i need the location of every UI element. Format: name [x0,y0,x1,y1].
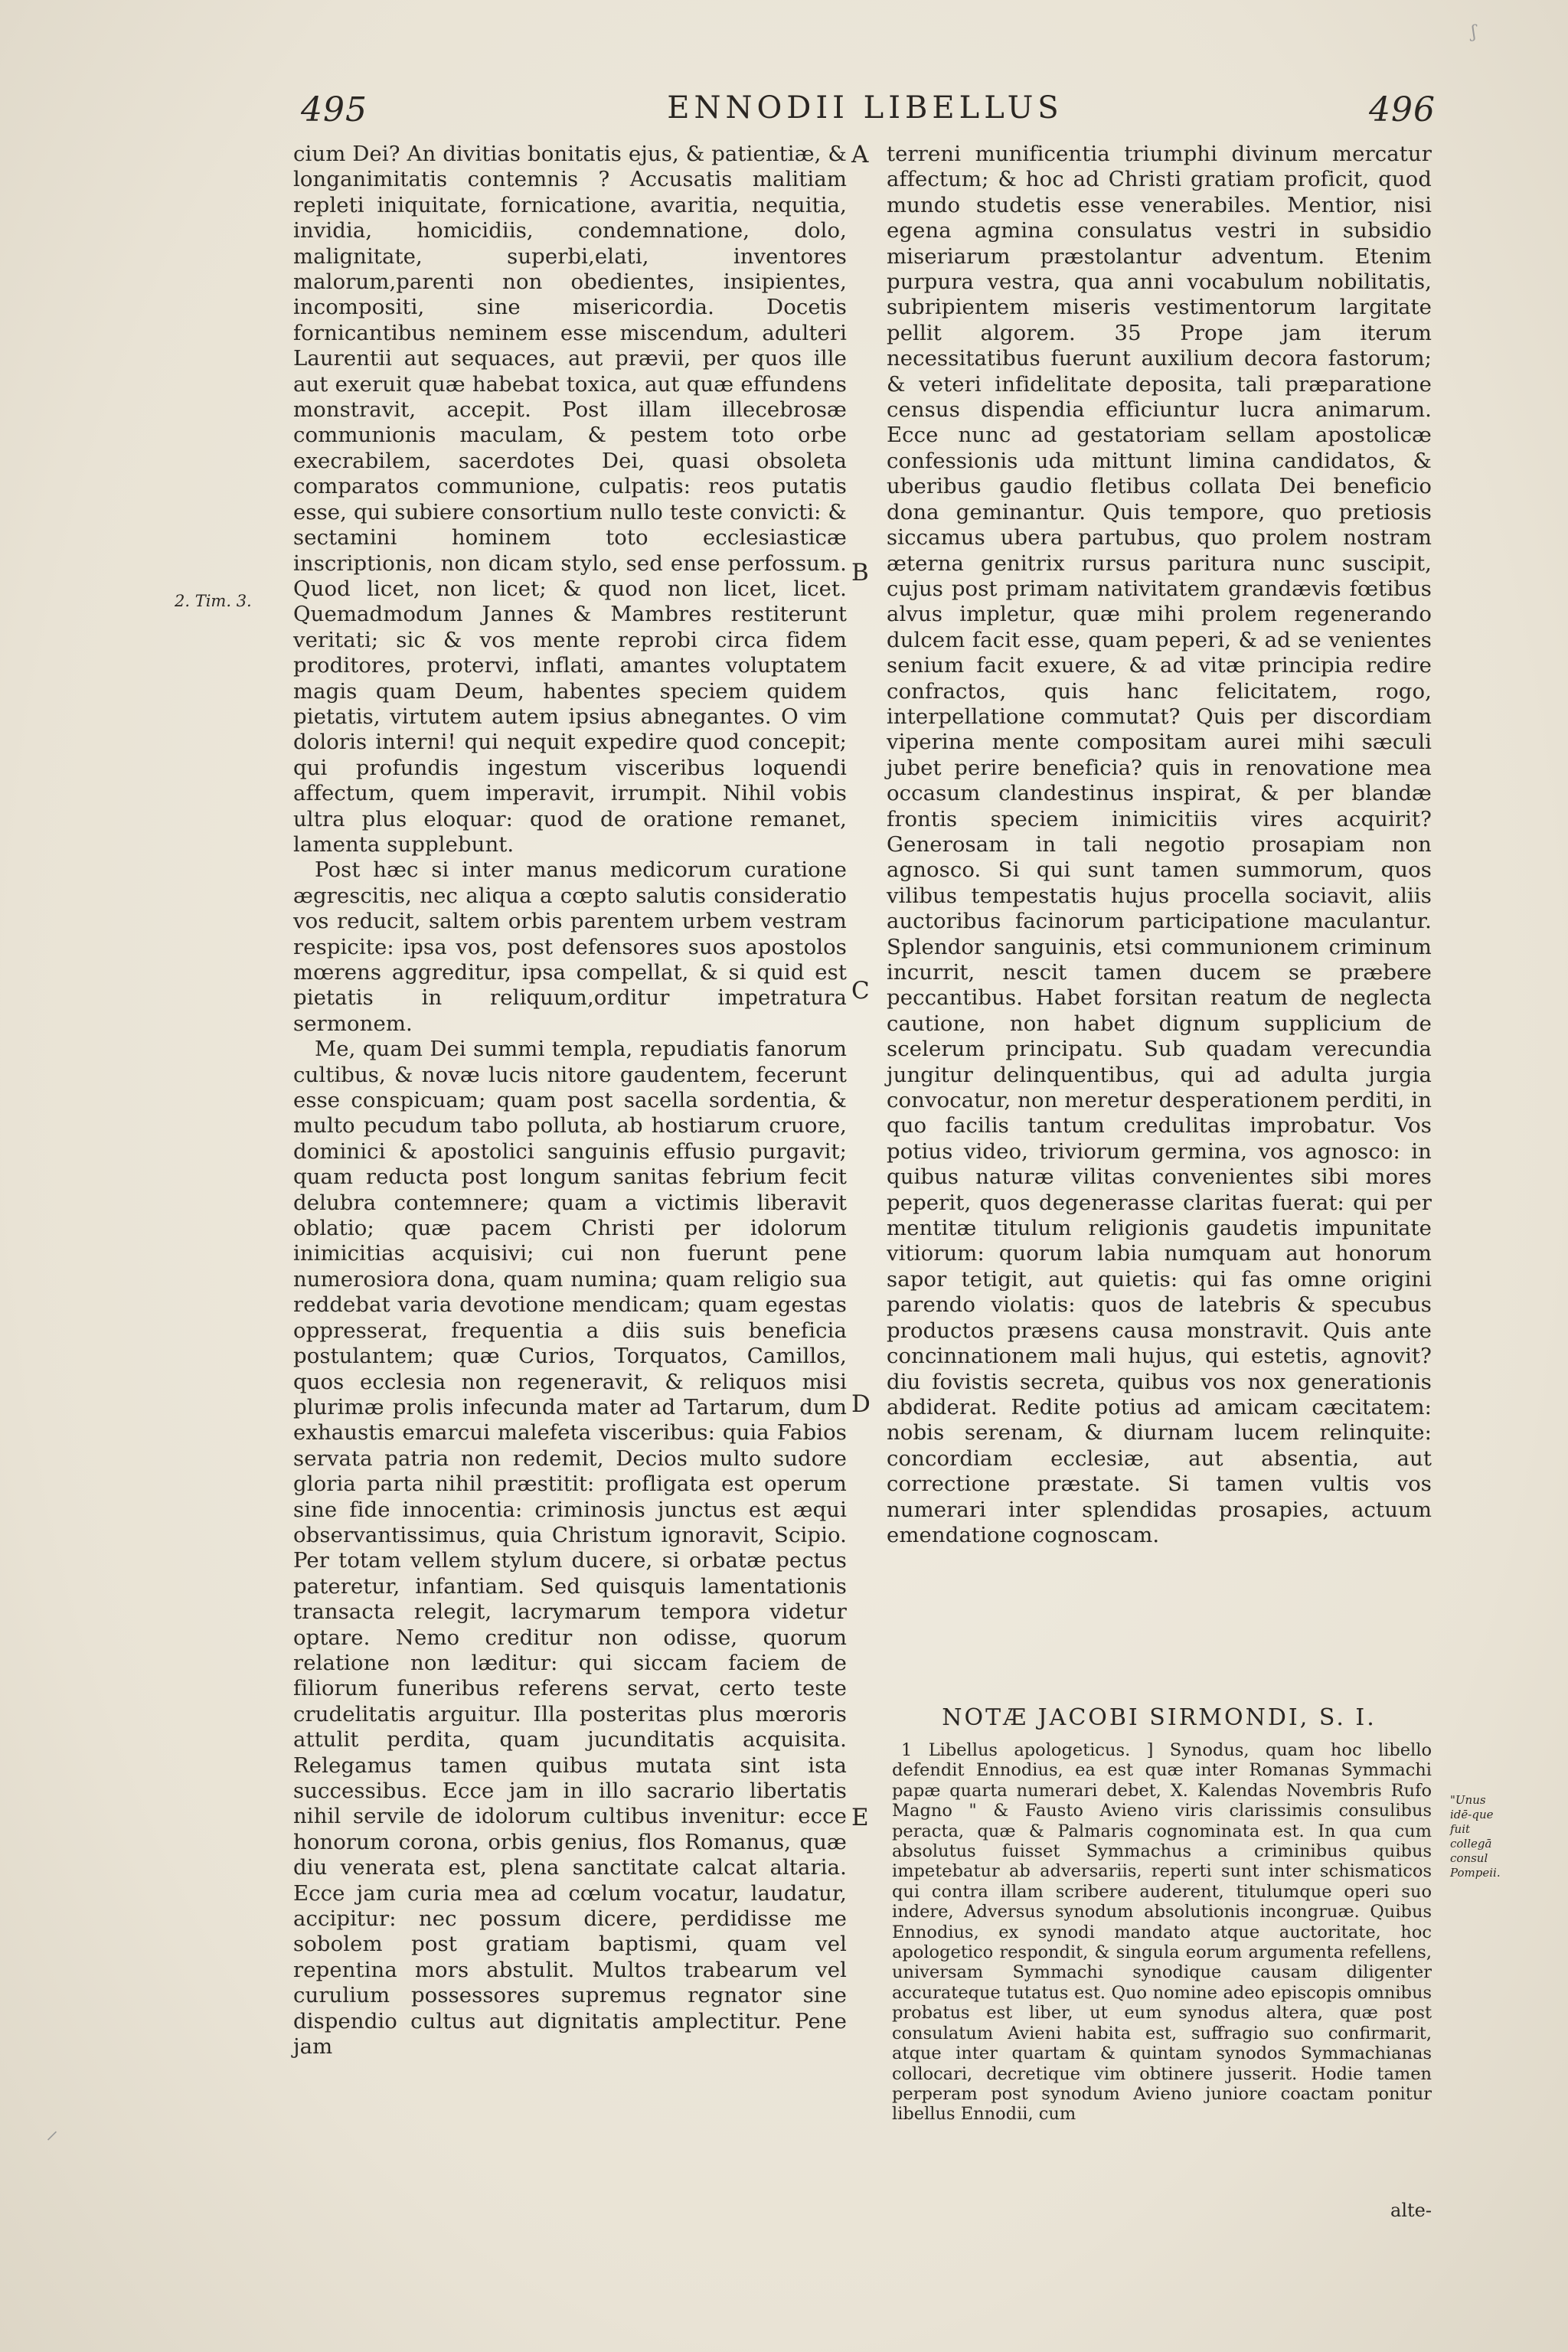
running-title: ENNODII LIBELLUS [667,90,1063,126]
margin-letter-b: B [851,559,869,586]
catchword: alte- [1390,2200,1432,2221]
margin-letter-c: C [851,977,870,1004]
page-number-left: 495 [301,90,368,129]
side-note: "Unus idē-que fuit collegā consul Pompeii. [1450,1793,1501,1880]
paragraph: Me, quam Dei summi templa, repudiatis fanorum cultibus, & novæ lucis nitore gaudentem, fecerunt esse conspicuam; quam post sacella sordentia, & multo pecudum tabo polluta, ab hostiarum cruore, dominici & apostolici sanguinis effusio purgavit; quam reducta post longum sanitas febrium fecit delubra contemnere; quam a victimis liberavit oblatio; quæ pacem Christi per idolorum inimicitias acquisivi; cui non fuerunt pene numerosiora dona, quam numina; quam religio sua reddebat varia devotione mendicam; quam egestas oppresserat, frequentia a diis suis beneficia postulantem; quæ Curios, Torquatos, Camillos, quos ecclesia non regeneravit, & reliquos misi plurimæ prolis infecunda mater ad Tartarum, dum exhaustis emarcui malefeta visceribus: quia Fabios servata patria non redemit, Decios multo sudore gloria parta nihil præstitit: profligata est operum sine fide innocentia: criminosis junctus est æqui observantissimus, quia Christum ignoravit, Scipio. Per totam vellem stylum ducere, si orbatæ pectus pateretur, infantiam. Sed quisquis lamentationis transacta relegit, lacrymarum tempora videtur optare. Nemo creditur non odisse, quorum relatione non læditur: qui siccam faciem de filiorum funeribus referens servat, certo teste crudelitatis arguitur. Illa posteritas plus mœroris attulit perdita, quam jucunditatis acquisita. Relegamus tamen quibus mutata sint ista successibus. Ecce jam in illo sacrario libertatis nihil servile de idolorum cultibus invenitur: ecce honorum corona, orbis genius, flos Romanus, quæ diu venerata est, plena sanctitate calcat altaria. Ecce jam curia mea ad cœlum vocatur, laudatur, accipitur: nec possum dicere, perdidisse me sobolem post gratiam baptismi, quam vel repentina mors abstulit. Multos trabearum vel curulium possessores supremus regnator sine dispendio cultus aut dignitatis amplectitur. Pene jam [293,1037,847,2060]
notes-text [892,1740,1432,2125]
right-text-column [887,142,1432,1548]
paragraph: terreni munificentia triumphi divinum mercatur affectum; & hoc ad Christi gratiam proficit, quod mundo studetis esse venerabiles. Mentior, nisi egena agmina consulatus vestri in subsidio miseriarum præstolantur adventum. Etenim purpura vestra, qua anni vocabulum nobilitatis, subripientem miseris vestimentorum largitate pellit algorem. 35 Prope jam iterum necessitatibus fuerunt auxilium decora fastorum; & veteri infidelitate deposita, tali præparatione census dispendia efficiuntur lucra animarum. Ecce nunc ad gestatoriam sellam apostolicæ confessionis uda mittunt limina candidatos, & uberibus gaudio fletibus collata Dei beneficio dona geminantur. Quis tempore, quo pretiosis siccamus ubera partubus, quo prolem nostram æterna genitrix rursus paritura nunc suscipit, cujus post primam nativitatem grandævis fœtibus alvus impletur, quæ mihi prolem regenerando dulcem facit esse, quam peperi, & ad se venientes senium facit exuere, & ad vitæ principia redire confractos, quis hanc felicitatem, rogo, interpellatione commutat? Quis per discordiam viperina mente compositam aurei mihi sæculi jubet perire beneficia? quis in renovatione mea occasum clandestinus inspirat, & per blandæ frontis speciem inimicitiis vires acquirit? Generosam in tali negotio prosapiam non agnosco. Si qui sunt tamen summorum, quos vilibus tempestatis hujus procella sociavit, aliis auctoribus facinorum participatione maculantur. Splendor sanguinis, etsi communionem criminum incurrit, nescit tamen ducem se præbere peccantibus. Habet forsitan reatum de neglecta cautione, non habet dignum supplicium de scelerum principatu. Sub quadam verecundia jungitur delinquentibus, qui ad adulta jurgia convocatur, non meretur desperationem perditi, in quo facilis tantum credulitas improbatur. Vos potius video, triviorum germina, vos agnosco: in quibus naturæ vilitas convenientes sibi mores peperit, quos degenerasse claritas fuerat: qui per mentitæ titulum religionis gaudetis impunitate vitiorum: quorum labia numquam aut honorum sapor tetigit, aut quietis: qui fas omne origini parendo violatis: quos de latebris & specubus productos præsens causa monstravit. Quis ante concinnationem mali hujus, qui estetis, agnovit? diu fovistis secreta, quibus vos nox generationis abdiderat. Redite potius ad amicam cæcitatem: nobis serenam, & diurnam lucem relinquite: concordiam ecclesiæ, aut absentia, aut correctione præstate. Si tamen vultis vos numerari inter splendidas prosapies, actuum emendatione cognoscam. [887,142,1432,1547]
paragraph: Post hæc si inter manus medicorum curatione ægrescitis, nec aliqua a cœpto salutis consideratio vos reducit, saltem orbis parentem urbem vestram respicite: ipsa vos, post defensores suos apostolos mœrens aggreditur, ipsa compellat, & si quid est pietatis in reliquum,orditur impetratura sermonem. [293,858,847,1036]
running-header [295,90,1436,136]
page-corner-mark: ʃ [1472,23,1476,42]
left-text-column [293,142,847,2060]
margin-letter-a: A [851,141,869,168]
scripture-reference: 2. Tim. 3. [175,592,252,610]
notes-heading: NOTÆ JACOBI SIRMONDI, S. I. [942,1704,1377,1731]
margin-letter-e: E [851,1804,869,1831]
ink-mark: ⸝ [46,2115,59,2145]
page-number-right: 496 [1369,90,1436,129]
margin-letter-d: D [851,1390,871,1418]
paragraph: cium Dei? An divitias bonitatis ejus, & patientiæ, & longanimitatis contemnis ? Accusatis malitiam repleti iniquitate, fornicatione, avaritia, nequitia, invidia, homicidiis, condemnatione, dolo, malignitate, superbi,elati, inventores malorum,parenti non obedientes, insipientes, incompositi, sine misericordia. Docetis fornicantibus neminem esse miscendum, adulteri Laurentii aut sequaces, aut prævii, per quos ille aut exeruit quæ habebat toxica, aut quæ effundens monstravit, accepit. Post illam illecebrosæ communionis maculam, & pestem toto orbe execrabilem, sacerdotes Dei, quasi obsoleta comparatos communione, culpatis: reos putatis esse, qui subiere consortium nullo teste convicti: & sectamini hominem toto ecclesiasticæ inscriptionis, non dicam stylo, sed ense perfossum. Quod licet, non licet; & quod non licet, licet. Quemadmodum Jannes & Mambres restiterunt veritati; sic & vos mente reprobi circa fidem proditores, protervi, inflati, amantes voluptatem magis quam Deum, habentes speciem quidem pietatis, virtutem autem ipsius abnegantes. O vim doloris interni! qui nequit expedire quod concepit; qui profundis ingestum visceribus loquendi affectum, quem imperavit, irrumpit. Nihil vobis ultra plus eloquar: quod de oratione remanet, lamenta supplebunt. [293,142,847,857]
note-paragraph: 1 Libellus apologeticus. ] Synodus, quam hoc libello defendit Ennodius, ea est quæ inter Romanas Symmachi papæ quarta numerari debet, X. Kalendas Novembris Rufo Magno " & Fausto Avieno viris clarissimis consulibus peracta, quæ & Palmaris cognominata est. In qua cum absolutus fuisset Symmachus a criminibus quibus impetebatur ab adversariis, reperti sunt inter schismaticos qui contra illam scribere auderent, titulumque operi suo indere, Adversus synodum absolutionis incongruæ. Quibus Ennodius, ex synodi mandato atque auctoritate, hoc apologetico respondit, & singula eorum argumenta refellens, universam Symmachi synodique causam diligenter accurateque tutatus est. Quo nomine adeo episcopis omnibus probatus est liber, ut eum synodus altera, quæ post consulatum Avieni habita est, suffragio suo confirmarit, atque inter quartam & quintam synodos Symmachianas collocari, decretique vim obtinere jusserit. Hodie tamen perperam post synodum Avieno juniore coactam ponitur libellus Ennodii, cum [892,1740,1432,2125]
